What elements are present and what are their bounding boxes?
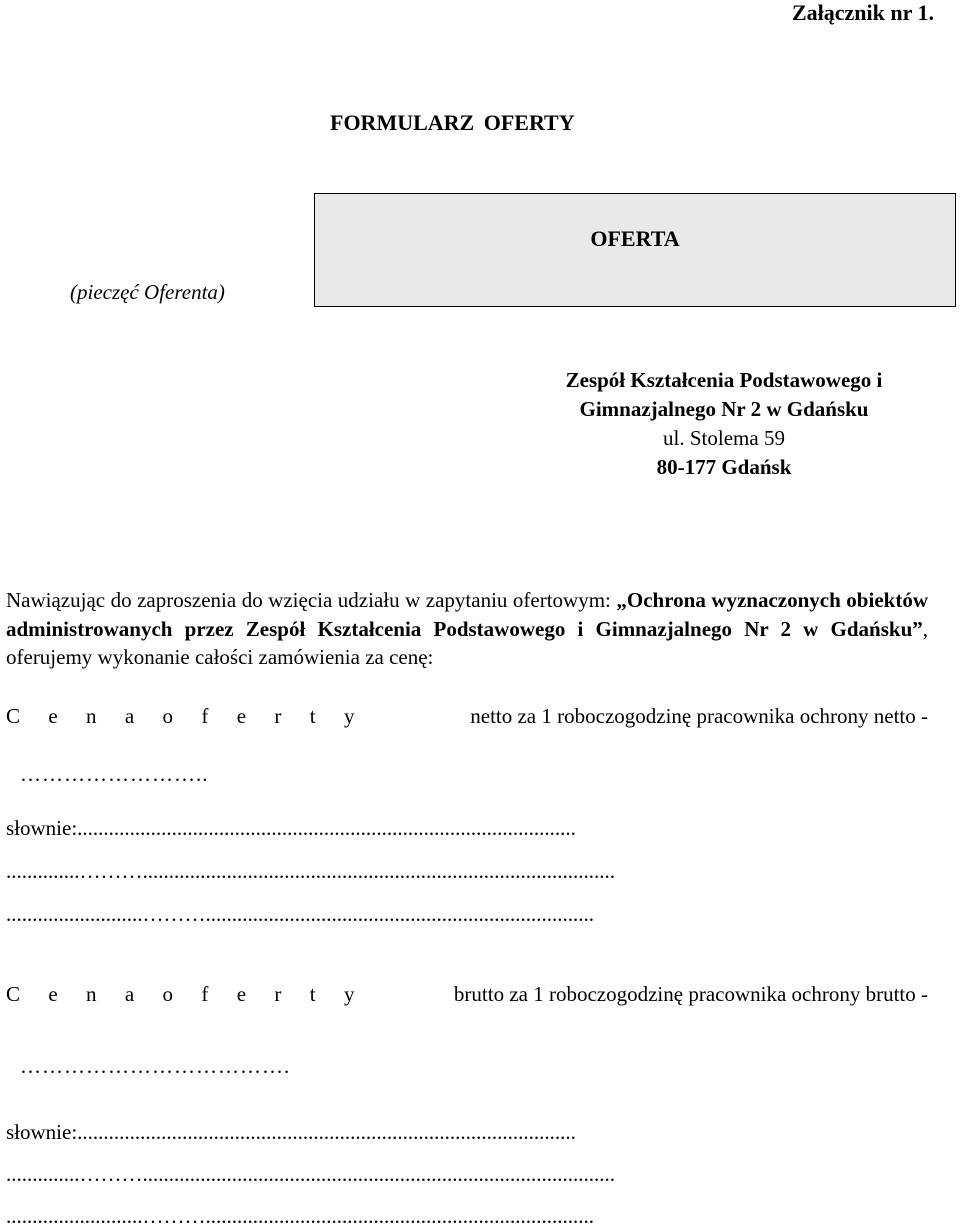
recipient-line-4: 80-177 Gdańsk xyxy=(656,455,792,479)
brutto-words-line-1[interactable]: słownie:............................................................................................... xyxy=(6,1120,576,1144)
bidder-stamp-label: (pieczęć Oferenta) xyxy=(70,280,225,304)
offer-label: OFERTA xyxy=(590,226,680,251)
intro-text-after: , oferujemy wykonanie całości zamówienia za cenę: xyxy=(6,616,928,669)
brutto-price-line xyxy=(6,982,928,1007)
intro-text-before: Nawiązując do zaproszenia do wzięcia udziału w zapytaniu ofertowym: xyxy=(6,588,617,612)
brutto-words-line-2[interactable]: ..............……….......................................................................................... xyxy=(6,1162,615,1186)
netto-price-label: C e n a o f e r t y xyxy=(6,704,366,728)
brutto-amount-field[interactable]: ………………………………. xyxy=(20,1054,291,1078)
netto-amount-field[interactable]: …………………….. xyxy=(20,762,209,786)
tender-subject: „Ochrona wyznaczonych obiektów administrowanych przez Zespół Kształcenia Podstawowego i Gimnazjalnego Nr 2 w Gdańsku” xyxy=(6,588,928,641)
netto-words-line-2[interactable]: ..............……….......................................................................................... xyxy=(6,859,615,883)
netto-price-line xyxy=(6,704,928,729)
netto-price-text: netto za 1 roboczogodzinę pracownika ochrony netto - xyxy=(470,704,928,728)
netto-words-line-1[interactable]: słownie:............................................................................................... xyxy=(6,816,576,840)
intro-paragraph xyxy=(6,586,928,672)
recipient-line-3: ul. Stolema 59 xyxy=(663,426,785,450)
netto-words-line-3[interactable]: ..........................……….......................................................................... xyxy=(6,902,594,926)
brutto-price-label: C e n a o f e r t y xyxy=(6,982,366,1006)
offer-box xyxy=(314,193,956,307)
recipient-line-1: Zespół Kształcenia Podstawowego i xyxy=(565,368,883,392)
recipient-address xyxy=(520,366,928,482)
recipient-line-2: Gimnazjalnego Nr 2 w Gdańsku xyxy=(579,397,869,421)
brutto-words-line-3[interactable]: ..........................……….......................................................................... xyxy=(6,1204,594,1228)
form-title: FORMULARZ OFERTY xyxy=(330,110,575,135)
attachment-label: Załącznik nr 1. xyxy=(791,0,934,25)
brutto-price-text: brutto za 1 roboczogodzinę pracownika ochrony brutto - xyxy=(453,982,928,1006)
